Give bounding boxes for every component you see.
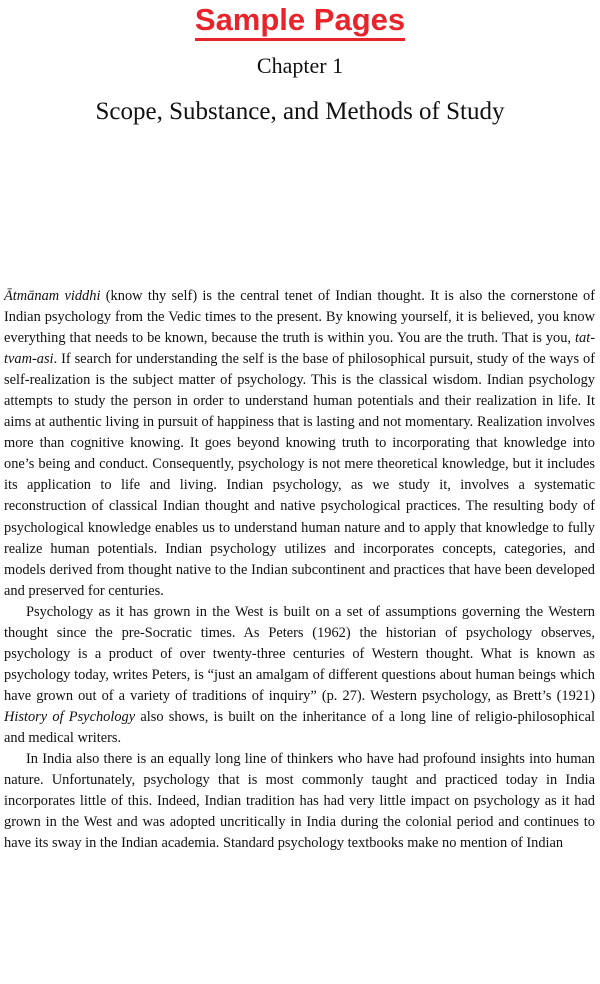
chapter-body (4, 286, 595, 854)
paragraph-2-text-a: Psychology as it has grown in the West is built on a set of assumptions governing the Western thought since the pre-Socratic times. As Peters (1962) the historian of psychology observes, psychology is a product of over twenty-three centuries of Western thought. What is known as psychology today, writes Peters, is “just an amalgam of different questions about human beings which have grown out of a variety of traditions of inquiry” (p. 27). Western psychology, as Brett’s (1921) (4, 603, 595, 704)
paragraph-1-text-b: . If search for understanding the self is the base of philosophical pursuit, study of the ways of self-realization is the subject matter of psychology. This is the classical wisdom. Indian psychology attempts to study the person in order to understand human potentials and their realization in life. It aims at authentic living in pursuit of happiness that is lasting and not momentary. Realization involves more than cognitive knowing. It goes beyond knowing truth to incorporating that knowledge into one’s being and conduct. Consequently, psychology is not mere theoretical knowledge, but it includes its application to life and living. Indian psychology, as we study it, involves a systematic reconstruction of classical Indian thought and native psychological practices. The resulting body of psychological knowledge enables us to understand human nature and to apply that knowledge to fully realize human potentials. Indian psychology utilizes and incorporates concepts, categories, and models derived from thought native to the Indian subcontinent and practices that have been developed and preserved for centuries. (4, 351, 595, 599)
paragraph-3 (4, 749, 595, 854)
paragraph-1-term: tat-tvam-asi (4, 330, 595, 368)
sample-pages-label: Sample Pages (195, 2, 405, 41)
paragraph-3-text: In India also there is an equally long line of thinkers who have had profound insights into human nature. Unfortunately, psychology that is most commonly taught and practiced today in India incorporates little of this. Indeed, Indian tradition has had very little impact on psychology as it had grown in the West and was adopted uncritically in India during the colonial period and continues to have its sway in the Indian academia. Standard psychology textbooks make no mention of Indian (4, 751, 595, 852)
sample-pages-banner (0, 2, 600, 41)
chapter-title: Scope, Substance, and Methods of Study (95, 98, 505, 125)
paragraph-1-text-a: (know thy self) is the central tenet of Indian thought. It is also the cornerstone of Indian psychology from the Vedic times to the present. By knowing yourself, it is believed, you know everything that needs to be known, because the truth is within you. You are the truth. That is you, (4, 288, 596, 347)
paragraph-2-book-title: History of Psychology (4, 708, 136, 725)
chapter-number: Chapter 1 (256, 53, 344, 78)
paragraph-1 (4, 286, 595, 602)
paragraph-1-lead-term: Ātmānam viddhi (4, 288, 101, 304)
paragraph-2-text-b: also shows, is built on the inheritance of a long line of religio-philosophical and medical writers. (4, 708, 595, 746)
paragraph-2 (4, 602, 595, 749)
